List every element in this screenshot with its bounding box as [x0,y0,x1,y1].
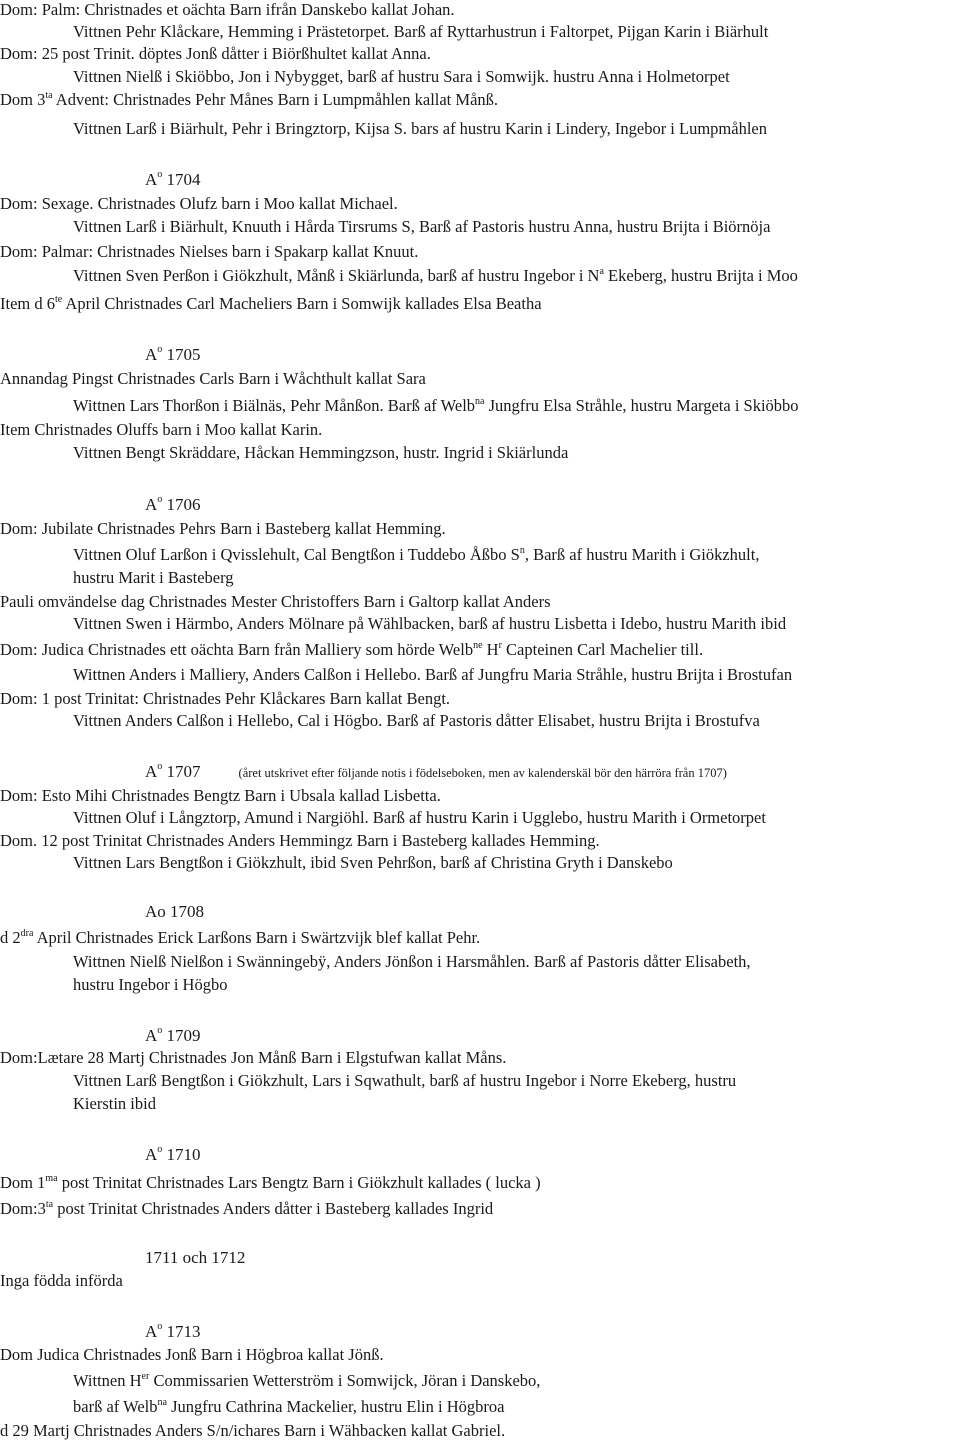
register-entry [0,1345,384,1365]
superscript-abbrev: na [157,1396,167,1408]
line-text: Wittnen Anders i Malliery, Anders Calßon i Hellebo. Barß af Jungfru Maria Stråhle, hustru Brijta i Brostufan [73,665,793,684]
register-entry [0,242,418,262]
witness-line [73,1071,736,1091]
witness-line [73,1371,540,1391]
line-text: Vittnen Nielß i Skiöbbo, Jon i Nybygget, barß af hustru Sara i Somwijk. hustru Anna i Holmetorpet [73,67,730,86]
superscript-abbrev: te [55,293,63,305]
line-text: Vittnen Larß Bengtßon i Giökzhult, Lars i Sqwathult, barß af hustru Ingebor i Norre Ekeberg, hustru [73,1071,737,1090]
line-text: A [145,345,158,364]
line-text: 1706 [162,495,201,514]
line-text: Annandag Pingst Christnades Carls Barn i Wåchthult kallat Sara [0,369,426,388]
line-text: 1711 och 1712 [145,1248,246,1267]
superscript-abbrev: ta [45,1198,54,1210]
line-text: 1705 [162,345,201,364]
line-text: H [482,640,499,659]
superscript-abbrev: a [599,265,604,277]
line-text: Jungfru Cathrina Mackelier, hustru Elin i Högbroa [166,1397,505,1416]
line-text: Wittnen Nielß Nielßon i Swänningebÿ, Anders Jönßon i Harsmåhlen. Barß af Pastoris dåtter Elisabeth, [73,952,751,971]
line-text: Dom: Judica Christnades ett oächta Barn från Malliery som hörde Welb [0,640,474,659]
witness-line [73,22,768,42]
register-entry [0,1421,505,1441]
witness-line [73,396,799,416]
editor-note: (året utskrivet efter följande notis i födelseboken, men av kalenderskäl bör den härröra från 1707) [238,766,727,780]
superscript-abbrev: ta [45,89,53,101]
superscript-abbrev: o [157,494,163,506]
register-entry [0,194,398,214]
line-text: 1713 [162,1322,201,1341]
line-text: Dom: Palmar: Christnades Nielses barn i Spakarp kallat Knuut. [0,242,419,261]
line-text: Dom:Lætare 28 Martj Christnades Jon Månß Barn i Elgstufwan kallat Måns. [0,1048,507,1067]
witness-line [73,119,767,139]
witness-line [73,614,786,634]
line-text: Vittnen Lars Bengtßon i Giökzhult, ibid Sven Pehrßon, barß af Christina Gryth i Danskebo [73,853,673,872]
register-entry [0,90,498,110]
line-text: A [145,1026,158,1045]
line-text: d 2 [0,928,21,947]
line-text: A [145,762,158,781]
line-text: post Trinitat Christnades Anders dåtter i Basteberg kallades Ingrid [53,1199,494,1218]
line-text: Dom: Sexage. Christnades Olufz barn i Moo kallat Michael. [0,194,398,213]
line-text: Vittnen Oluf Larßon i Qvisslehult, Cal Bengtßon i Tuddebo Åßbo S [73,545,520,564]
line-text: hustru Ingebor i Högbo [73,975,228,994]
superscript-abbrev: ne [473,639,483,651]
register-entry [0,519,446,539]
line-text: Vittnen Anders Calßon i Hellebo, Cal i Högbo. Barß af Pastoris dåtter Elisabet, hustru Brijta i Brostufva [73,711,760,730]
superscript-abbrev: ma [45,1172,58,1184]
line-text: Jungfru Elsa Stråhle, hustru Margeta i Skiöbbo [484,396,799,415]
line-text: Dom: 1 post Trinitat: Christnades Pehr Klåckares Barn kallat Bengt. [0,689,451,708]
witness-line [73,266,798,286]
line-text: A [145,170,158,189]
line-text: Dom Judica Christnades Jonß Barn i Högbroa kallat Jönß. [0,1345,384,1364]
witness-line [73,711,760,731]
register-entry [0,44,431,64]
line-text: hustru Marit i Basteberg [73,568,234,587]
year-heading [145,170,201,190]
line-text: Inga födda införda [0,1271,123,1290]
line-text: Vittnen Bengt Skräddare, Håckan Hemmingzson, hustr. Ingrid i Skiärlunda [73,443,569,462]
line-text: Dom: Esto Mihi Christnades Bengtz Barn i Ubsala kallad Lisbetta. [0,786,441,805]
line-text: Dom: Jubilate Christnades Pehrs Barn i Basteberg kallat Hemming. [0,519,446,538]
line-text: Dom:3 [0,1199,46,1218]
line-text: 1707 [162,762,201,781]
year-heading [145,1145,201,1165]
register-entry [0,0,455,20]
superscript-abbrev: o [157,1144,163,1156]
line-text: barß af Welb [73,1397,158,1416]
line-text: Wittnen H [73,1371,142,1390]
witness-line [73,1397,504,1417]
superscript-abbrev: na [475,395,485,407]
line-text: Commissarien Wetterström i Somwijck, Jöran i Danskebo, [149,1371,541,1390]
line-text: Vittnen Larß i Biärhult, Knuuth i Hårda Tirsrums S, Barß af Pastoris hustru Anna, hustru Brijta i Biörnöja [73,217,771,236]
witness-line [73,67,730,87]
register-entry [0,1173,541,1193]
register-entry [0,786,441,806]
line-text: d 29 Martj Christnades Anders S/n/ichares Barn i Wähbacken kallat Gabriel. [0,1421,506,1440]
line-text: Ekeberg, hustru Brijta i Moo [603,266,798,285]
witness-line [73,952,751,972]
year-heading [145,1322,201,1342]
superscript-abbrev: dra [20,927,34,939]
line-text: Vittnen Larß i Biärhult, Pehr i Bringztorp, Kijsa S. bars af hustru Karin i Lindery, Ingebor i Lumpmåhlen [73,119,767,138]
register-entry [0,294,542,314]
line-text: Vittnen Oluf i Långztorp, Amund i Nargiöhl. Barß af hustru Karin i Ugglebo, hustru Marith i Ormetorpet [73,808,766,827]
superscript-abbrev: n [519,544,525,556]
register-entry [0,592,551,612]
year-heading [145,762,727,783]
witness-line [73,1094,156,1114]
superscript-abbrev: r [498,639,502,651]
register-entry [0,420,322,440]
line-text: Capteinen Carl Machelier till. [501,640,704,659]
line-text: Vittnen Swen i Härmbo, Anders Mölnare på Wählbacken, barß af hustru Lisbetta i Idebo, hustru Marith ibid [73,614,787,633]
superscript-abbrev: er [141,1370,150,1382]
line-text: Advent: Christnades Pehr Månes Barn i Lumpmåhlen kallat Månß. [52,90,499,109]
line-text: April Christnades Carl Macheliers Barn i Somwijk kallades Elsa Beatha [62,294,542,313]
line-text: Item Christnades Oluffs barn i Moo kallat Karin. [0,420,323,439]
line-text: 1710 [162,1145,201,1164]
line-text: A [145,495,158,514]
line-text: Ao 1708 [145,902,205,921]
witness-line [73,443,568,463]
register-entry [0,831,600,851]
line-text: Pauli omvändelse dag Christnades Mester Christoffers Barn i Galtorp kallat Anders [0,592,551,611]
year-heading [145,345,201,365]
superscript-abbrev: o [157,169,163,181]
year-heading [145,1026,201,1046]
register-entry [0,640,703,660]
register-entry [0,1048,506,1068]
witness-line [73,665,792,685]
line-text: 1709 [162,1026,201,1045]
register-entry [0,369,426,389]
line-text: post Trinitat Christnades Lars Bengtz Barn i Giökzhult kallades ( lucka ) [57,1173,541,1192]
superscript-abbrev: o [157,761,163,773]
year-heading [145,495,201,515]
line-text: , Barß af hustru Marith i Giökzhult, [524,545,760,564]
witness-line [73,568,234,588]
line-text: Vittnen Pehr Klåckare, Hemming i Prästetorpet. Barß af Ryttarhustrun i Faltorpet, Pijgan Karin i Biärhult [73,22,769,41]
line-text: Item d 6 [0,294,55,313]
line-text: Dom 1 [0,1173,46,1192]
register-entry [0,928,480,948]
year-heading [145,902,204,922]
witness-line [73,808,766,828]
line-text: April Christnades Erick Larßons Barn i Swärtzvijk blef kallat Pehr. [33,928,481,947]
register-entry [0,689,450,709]
line-text: Dom. 12 post Trinitat Christnades Anders Hemmingz Barn i Basteberg kallades Hemming. [0,831,600,850]
superscript-abbrev: o [157,1025,163,1037]
register-entry [0,1271,123,1291]
superscript-abbrev: o [157,1321,163,1333]
line-text: Kierstin ibid [73,1094,156,1113]
witness-line [73,853,673,873]
witness-line [73,975,227,995]
line-text: Dom 3 [0,90,46,109]
line-text: Dom: 25 post Trinit. döptes Jonß dåtter i Biörßhultet kallat Anna. [0,44,431,63]
superscript-abbrev: o [157,344,163,356]
year-heading [145,1248,245,1268]
line-text: A [145,1322,158,1341]
register-entry [0,1199,493,1219]
line-text: Wittnen Lars Thorßon i Biälnäs, Pehr Månßon. Barß af Welb [73,396,476,415]
line-text: Vittnen Sven Perßon i Giökzhult, Månß i Skiärlunda, barß af hustru Ingebor i N [73,266,600,285]
line-text: Dom: Palm: Christnades et oächta Barn ifrån Danskebo kallat Johan. [0,0,455,19]
witness-line [73,545,759,565]
line-text: A [145,1145,158,1164]
witness-line [73,217,770,237]
line-text: 1704 [162,170,201,189]
